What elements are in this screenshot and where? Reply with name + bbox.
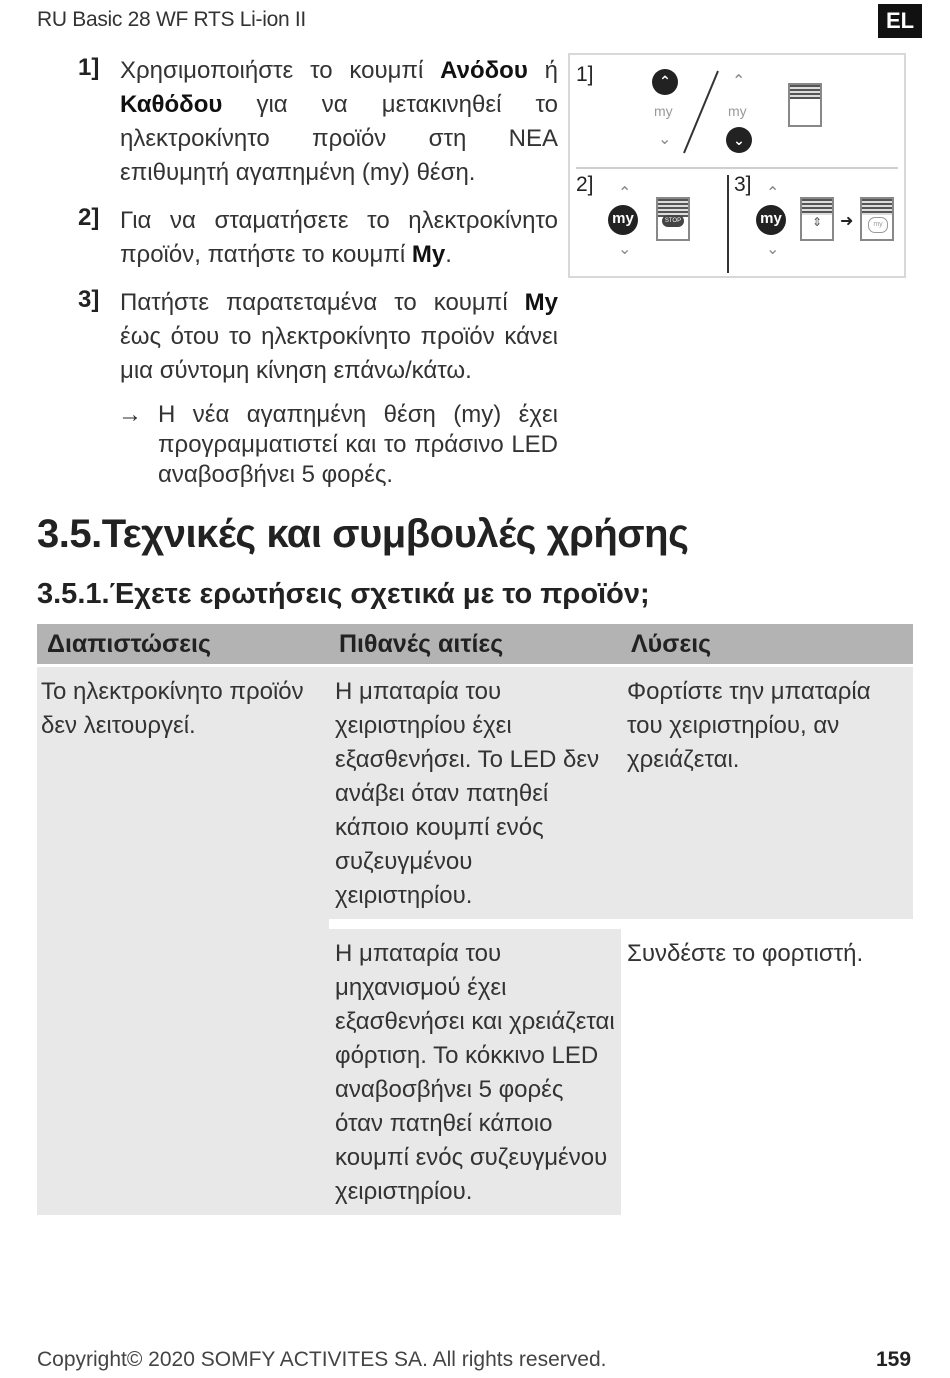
down-button-icon: ⌄	[726, 127, 752, 153]
bold-text: My	[524, 289, 558, 316]
chevron-up-icon: ⌃	[618, 185, 632, 202]
chevron-down-icon: ⌄	[658, 131, 672, 148]
copyright: Copyright© 2020 SOMFY ACTIVITES SA. All rights reserved.	[37, 1348, 607, 1371]
chevron-up-icon: ⌃	[766, 185, 780, 202]
blind-my-icon	[860, 197, 894, 241]
cause-cell: Η μπαταρία του χειριστηρίου έχει εξασθενήσει. Το LED δεν ανάβει όταν πατηθεί κάποιο κουμπί ενός συζευγμένου χειριστηρίου.	[329, 666, 621, 925]
table-row	[37, 666, 913, 925]
product-title: RU Basic 28 WF RTS Li-ion II	[37, 8, 306, 31]
result-text: Η νέα αγαπημένη θέση (my) έχει προγραμματιστεί και το πράσινο LED αναβοσβήνει 5 φορές.	[158, 401, 558, 488]
step-text	[120, 286, 558, 388]
figure-label-3: 3]	[734, 173, 752, 196]
subsection-title: 3.5.1.Έχετε ερωτήσεις σχετικά με το προϊόν;	[37, 578, 650, 610]
section-title: 3.5.Τεχνικές και συμβουλές χρήσης	[37, 512, 689, 556]
step-text	[120, 54, 558, 190]
page-number: 159	[876, 1348, 912, 1371]
arrow-right-icon: ➜	[840, 213, 854, 230]
blind-icon	[788, 83, 822, 127]
column-header: Πιθανές αιτίες	[329, 624, 621, 666]
blind-stop-icon	[656, 197, 690, 241]
divider	[576, 167, 898, 169]
step-number: 2]	[78, 204, 100, 231]
step-1	[78, 54, 558, 190]
text-run: Πατήστε παρατεταμένα το κουμπί	[120, 289, 525, 316]
figure-label-2: 2]	[576, 173, 594, 196]
finding-cell: Το ηλεκτροκίνητο προϊόν δεν λειτουργεί.	[37, 666, 329, 1216]
bold-text: Καθόδου	[120, 91, 223, 118]
text-run: Για να σταματήσετε το ηλεκτροκίνητο προϊόν, πατήστε το κουμπί	[120, 207, 558, 268]
figure-label-1: 1]	[576, 63, 594, 86]
step-number: 1]	[78, 54, 100, 81]
my-label: my	[654, 103, 673, 119]
blind-moving-icon: ⇕	[800, 197, 834, 241]
bold-text: Ανόδου	[440, 57, 528, 84]
step-number: 3]	[78, 286, 100, 313]
cause-cell: Η μπαταρία του μηχανισμού έχει εξασθενήσει και χρειάζεται φόρτιση. Το κόκκινο LED αναβοσβήνει 5 φορές όταν πατηθεί κάποιο κουμπί ενός συζευγμένου χειριστηρίου.	[329, 924, 621, 1215]
my-badge: my	[868, 217, 888, 233]
step-text	[120, 204, 558, 272]
step-result	[118, 400, 558, 490]
language-badge: EL	[878, 4, 922, 38]
column-header: Λύσεις	[621, 624, 913, 666]
column-header: Διαπιστώσεις	[37, 624, 329, 666]
step-3	[78, 286, 558, 388]
solution-cell: Συνδέστε το φορτιστή.	[621, 924, 913, 1215]
up-button-icon: ⌃	[652, 69, 678, 95]
stop-badge: STOP	[662, 215, 684, 227]
instruction-figure	[568, 53, 906, 278]
my-label: my	[728, 103, 747, 119]
text-run: ή	[527, 57, 558, 84]
step-2	[78, 204, 558, 272]
text-run: Χρησιμοποιήστε το κουμπί	[120, 57, 441, 84]
arrow-icon: →	[118, 401, 142, 428]
text-run: για να μετακινηθεί το ηλεκτροκίνητο προϊόν στη ΝΕΑ επιθυμητή αγαπημένη (my) θέση.	[120, 91, 558, 186]
my-button-icon: my	[608, 205, 638, 235]
chevron-down-icon: ⌄	[766, 241, 780, 258]
my-button-icon: my	[756, 205, 786, 235]
chevron-up-icon: ⌃	[732, 73, 746, 90]
text-run: έως ότου το ηλεκτροκίνητο προϊόν κάνει μια σύντομη κίνηση επάνω/κάτω.	[120, 323, 558, 384]
text-run: .	[445, 241, 452, 268]
bold-text: My	[411, 241, 446, 268]
chevron-down-icon: ⌄	[618, 241, 632, 258]
separator-slash	[678, 67, 724, 157]
step-list	[78, 54, 558, 490]
table-header-row	[37, 624, 913, 666]
faq-table	[37, 624, 913, 1215]
divider	[727, 175, 729, 273]
solution-cell: Φορτίστε την μπαταρία του χειριστηρίου, αν χρειάζεται.	[621, 666, 913, 925]
